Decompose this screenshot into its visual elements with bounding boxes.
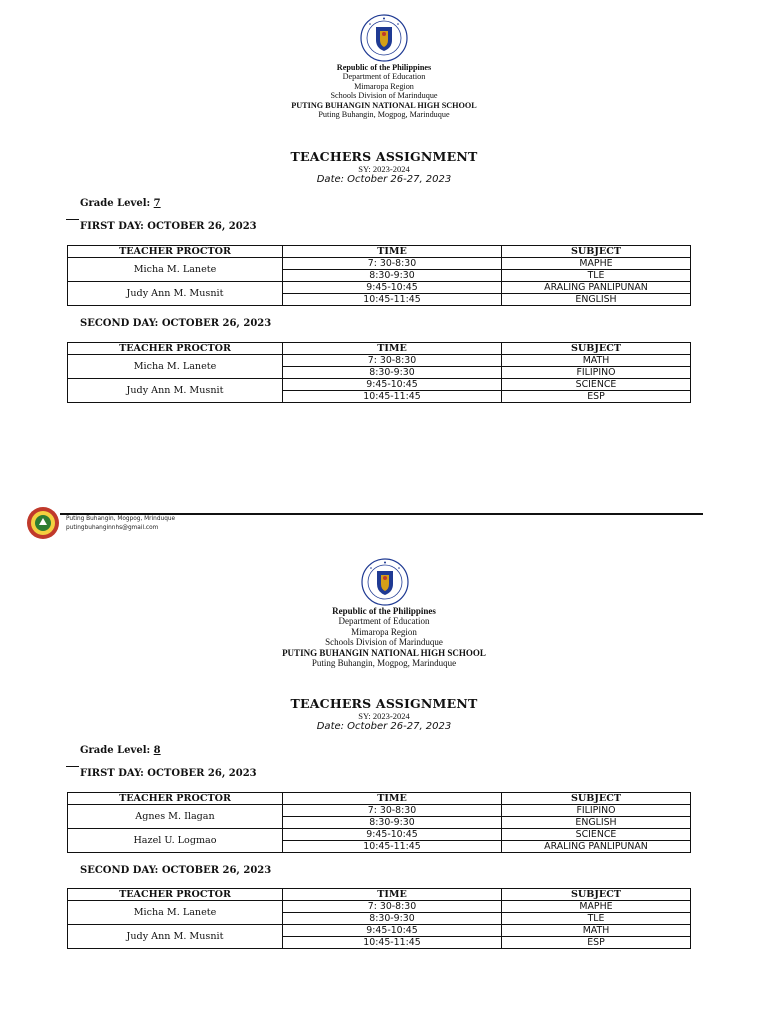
republic-label: Republic of the Philippines [332, 606, 436, 616]
deped-seal-icon [360, 14, 408, 62]
teacher-name: Micha M. Lanete [68, 355, 283, 379]
teacher-name: Agnes M. Ilagan [68, 805, 283, 829]
time-cell: 7: 30-8:30 [283, 258, 502, 270]
schedule-table [67, 792, 691, 853]
subject-cell: MATH [502, 355, 691, 367]
column-header: TIME [283, 889, 502, 901]
teacher-name: Judy Ann M. Musnit [68, 925, 283, 949]
day-label: SECOND DAY: OCTOBER 26, 2023 [80, 318, 272, 329]
subject-cell: FILIPINO [502, 367, 691, 379]
column-header: TEACHER PROCTOR [68, 793, 283, 805]
column-header: SUBJECT [502, 889, 691, 901]
table-row [68, 282, 691, 294]
divider [66, 219, 79, 220]
teacher-name: Micha M. Lanete [68, 258, 283, 282]
table-row [68, 355, 691, 367]
time-cell: 8:30-9:30 [283, 913, 502, 925]
department-label: Department of Education [342, 72, 426, 82]
subject-cell: ARALING PANLIPUNAN [502, 841, 691, 853]
subject-cell: SCIENCE [502, 379, 691, 391]
subject-cell: SCIENCE [502, 829, 691, 841]
subject-cell: ENGLISH [502, 294, 691, 306]
column-header: TEACHER PROCTOR [68, 889, 283, 901]
footer-info [66, 515, 175, 532]
department-label: Department of Education [338, 616, 430, 627]
exam-date: Date: October 26-27, 2023 [316, 721, 452, 732]
deped-seal-icon [361, 558, 409, 606]
footer-address: Puting Buhangin, Mogpog, Mrinduque [66, 516, 176, 522]
time-cell: 7: 30-8:30 [283, 355, 502, 367]
schedule-table [67, 342, 691, 403]
school-seal-icon [26, 506, 60, 540]
teacher-name: Judy Ann M. Musnit [68, 282, 283, 306]
column-header: TIME [283, 343, 502, 355]
time-cell: 8:30-9:30 [283, 270, 502, 282]
school-year: SY: 2023-2024 [358, 164, 410, 174]
table-row [68, 379, 691, 391]
footer-email: putingbuhanginnhs@gmail.com [66, 524, 159, 531]
time-cell: 8:30-9:30 [283, 817, 502, 829]
grade-value: 7 [153, 198, 161, 209]
page-title: TEACHERS ASSIGNMENT [290, 696, 478, 711]
column-header: TIME [283, 246, 502, 258]
grade-level: Grade Level: 7 [80, 198, 161, 209]
subject-cell: MATH [502, 925, 691, 937]
time-cell: 7: 30-8:30 [283, 901, 502, 913]
school-year: SY: 2023-2024 [358, 711, 410, 721]
division-label: Schools Division of Marinduque [325, 637, 443, 648]
school-name: PUTING BUHANGIN NATIONAL HIGH SCHOOL [291, 100, 477, 110]
table-row [68, 901, 691, 913]
column-header: TEACHER PROCTOR [68, 343, 283, 355]
schedule-table [67, 245, 691, 306]
republic-label: Republic of the Philippines [336, 63, 432, 72]
table-row [68, 258, 691, 270]
time-cell: 8:30-9:30 [283, 367, 502, 379]
grade-level: Grade Level: 8 [80, 745, 161, 756]
subject-cell: TLE [502, 270, 691, 282]
time-cell: 10:45-11:45 [283, 391, 502, 403]
table-row [68, 925, 691, 937]
subject-cell: FILIPINO [502, 805, 691, 817]
subject-cell: ENGLISH [502, 817, 691, 829]
column-header: SUBJECT [502, 343, 691, 355]
time-cell: 10:45-11:45 [283, 937, 502, 949]
subject-cell: ESP [502, 391, 691, 403]
time-cell: 7: 30-8:30 [283, 805, 502, 817]
page-title: TEACHERS ASSIGNMENT [290, 149, 478, 164]
subject-cell: MAPHE [502, 901, 691, 913]
column-header: SUBJECT [502, 793, 691, 805]
column-header: TIME [283, 793, 502, 805]
time-cell: 10:45-11:45 [283, 294, 502, 306]
school-name: PUTING BUHANGIN NATIONAL HIGH SCHOOL [282, 647, 486, 658]
teacher-name: Judy Ann M. Musnit [68, 379, 283, 403]
region-label: Mimaropa Region [354, 81, 414, 91]
region-label: Mimaropa Region [351, 626, 417, 637]
subject-cell: ESP [502, 937, 691, 949]
day-label: FIRST DAY: OCTOBER 26, 2023 [80, 221, 257, 232]
table-row [68, 805, 691, 817]
school-address: Puting Buhangin, Mogpog, Marinduque [311, 658, 457, 669]
divider [66, 766, 79, 767]
time-cell: 9:45-10:45 [283, 925, 502, 937]
exam-date: Date: October 26-27, 2023 [316, 174, 452, 185]
day-label: SECOND DAY: OCTOBER 26, 2023 [80, 865, 272, 876]
column-header: TEACHER PROCTOR [68, 246, 283, 258]
division-label: Schools Division of Marinduque [330, 91, 438, 101]
teacher-name: Micha M. Lanete [68, 901, 283, 925]
subject-cell: ARALING PANLIPUNAN [502, 282, 691, 294]
teacher-name: Hazel U. Logmao [68, 829, 283, 853]
day-label: FIRST DAY: OCTOBER 26, 2023 [80, 768, 257, 779]
time-cell: 9:45-10:45 [283, 282, 502, 294]
time-cell: 9:45-10:45 [283, 379, 502, 391]
time-cell: 10:45-11:45 [283, 841, 502, 853]
table-row [68, 829, 691, 841]
subject-cell: TLE [502, 913, 691, 925]
school-address: Puting Buhangin, Mogpog, Marinduque [318, 110, 450, 120]
time-cell: 9:45-10:45 [283, 829, 502, 841]
grade-value: 8 [153, 745, 161, 756]
column-header: SUBJECT [502, 246, 691, 258]
schedule-table [67, 888, 691, 949]
subject-cell: MAPHE [502, 258, 691, 270]
